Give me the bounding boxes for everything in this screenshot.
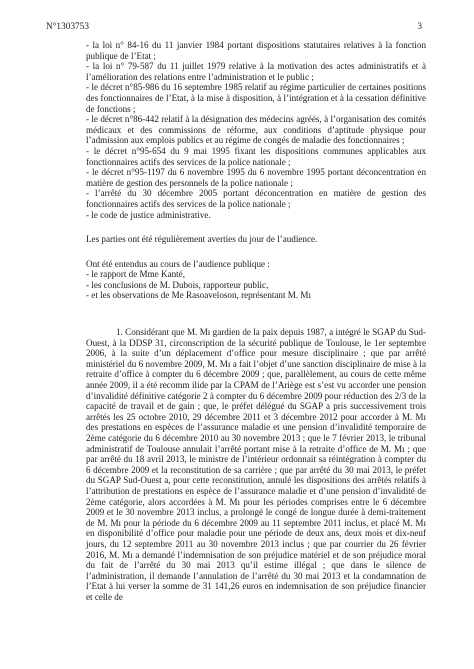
parties-notice: Les parties ont été régulièrement averties du jour de l’audience. bbox=[86, 234, 318, 245]
legal-reference-item: - le code de justice administrative. bbox=[86, 209, 211, 220]
hearing-item: - le rapport de Mme Kanté, bbox=[86, 269, 185, 280]
document-body bbox=[86, 40, 426, 603]
legal-reference-item: - le décret n°95-1197 du 6 novembre 1995 du 6 novembre 1995 portant déconcentration en matière de gestion des personnels de la police nationale ; bbox=[86, 167, 426, 188]
legal-reference-item: - l’arrêté du 30 décembre 2005 portant déconcentration en matière de gestion des fonctionnaires actifs des services de la police nationale ; bbox=[86, 188, 426, 209]
legal-reference-item: - la loi n° 79-587 du 11 juillet 1979 relative à la motivation des actes administratifs et à l’amélioration des relations entre l’administration et le public ; bbox=[86, 61, 426, 82]
hearing-intro: Ont été entendus au cours de l’audience publique : bbox=[86, 258, 270, 269]
hearing-item: - les conclusions de M. Dubois, rapporteur public, bbox=[86, 279, 269, 290]
page-number: 3 bbox=[417, 22, 422, 32]
legal-reference-item: - la loi n° 84-16 du 11 janvier 1984 portant dispositions statutaires relatives à la fonction publique de l’Etat ; bbox=[86, 40, 426, 61]
legal-reference-item: - le décret n°86-442 relatif à la désignation des médecins agréés, à l’organisation des comités médicaux et des commissions de réforme, aux conditions d’aptitude physique pour l’admission aux emplois publics et au régime de congés de maladie des fonctionnaires ; bbox=[86, 114, 426, 146]
hearing-item: - et les observations de Me Rasoaveloson, représentant M. Mı bbox=[86, 290, 312, 301]
case-number: N°1303753 bbox=[46, 22, 89, 32]
legal-reference-item: - le décret n°95-654 du 9 mai 1995 fixant les dispositions communes applicables aux fonctionnaires actifs des services de la police nationale ; bbox=[86, 145, 426, 167]
legal-references-list bbox=[86, 40, 426, 220]
hearing-section bbox=[86, 259, 426, 301]
legal-reference-item: - le décret n°85-986 du 16 septembre 1985 relatif au régime particulier de certaines positions des fonctionnaires de l’Etat, à la mise à disposition, à l’intégration et à la cessation définitive de fonctions ; bbox=[86, 82, 426, 114]
considering-paragraph: 1. Considérant que M. Mı gardien de la paix depuis 1987, a intégré le SGAP du Sud-Ouest, à la DDSP 31, circonscription de la sécurité publique de Toulouse, le 1er septembre 2006, à la suite d’un déplacement d’office pour mesure disciplinaire ; que par arrêté ministériel du 6 novembre 2009, M. Mı a fait l’objet d’une sanction disciplinaire de mise à la retraite d’office à compter du 6 décembre 2009 ; que, parallèlement, au cours de cette même année 2009, il a été recomm ilide par la CPAM de l’Ariège est s’est vu accorder une pension d’invalidité définitive catégorie 2 à compter du 6 décembre 2009 pour réduction des 2/3 de la capacité de travail et de gain ; que, le préfet délégué du SGAP a pris successivement trois arrêtés les 25 octobre 2010, 29 décembre 2011 et 3 décembre 2012 pour accorder à M. Mı des prestations en espèces de l’assurance maladie et une pension d’invalidité temporaire de 2ème catégorie du 6 décembre 2010 au 30 novembre 2013 ; que le 7 février 2013, le tribunal administratif de Toulouse annulait l’arrêté portant mise à la retraite d’office de M. Mı ; que par arrêté du 18 avril 2013, le ministre de l’intérieur ordonnait sa réintégration à compter du 6 décembre 2009 et la reconstitution de sa carrière ; que par arrêté du 30 mai 2013, le préfet du SGAP Sud-Ouest a, pour cette reconstitution, annulé les dispositions des arrêtés relatifs à l’attribution de prestations en espèce de l’assurance maladie et d’une pension d’invalidité de 2ème catégorie, alors accordées à M. Mı pour les périodes comprises entre le 6 décembre 2009 et le 30 novembre 2013 inclus, a prolongé le congé de longue durée à demi-traitement de M. Mı pour la période du 6 décembre 2009 au 11 septembre 2011 inclus, et placé M. Mı en disponibilité d’office pour maladie pour une période de deux ans, deux mois et dix-neuf jours, du 12 septembre 2011 au 30 novembre 2013 inclus ; que par courrier du 26 février 2016, M. Mı a demandé l’indemnisation de son préjudice matériel et de son préjudice moral du fait de l’arrêté du 30 mai 2013 qu’il estime illégal ; que dans le silence de l’administration, il demande l’annulation de l’arrêté du 30 mai 2013 et la condamnation de l’Etat à lui verser la somme de 31 141,26 euros en indemnisation de son préjudice financier et celle de bbox=[86, 327, 426, 602]
page-header bbox=[46, 22, 422, 34]
